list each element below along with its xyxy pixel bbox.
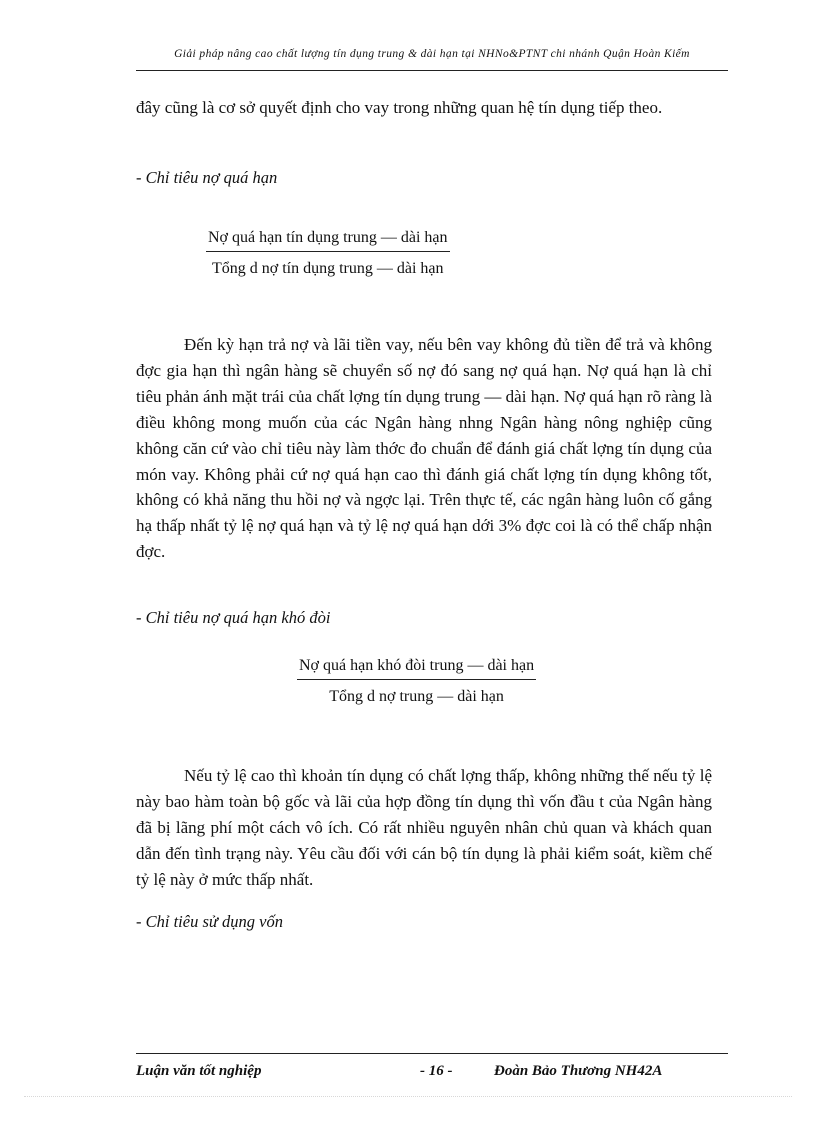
page-number: - 16 - <box>420 1063 453 1079</box>
footer-author: Đoàn Bảo Thương NH42A <box>494 1063 663 1079</box>
formula-bad-debt <box>297 657 536 706</box>
formula-denominator: Tổng d nợ tín dụng trung — dài hạn <box>211 260 444 277</box>
formula-overdue-debt <box>206 229 450 278</box>
heading-capital-use: - Chỉ tiêu sử dụng vốn <box>136 912 283 931</box>
page-edge-divider <box>24 1096 792 1097</box>
footer-label: Luận văn tốt nghiệp <box>136 1063 262 1079</box>
formula-numerator: Nợ quá hạn tín dụng trung — dài hạn <box>206 229 450 252</box>
footer-rule <box>136 1053 728 1054</box>
paragraph-bad-debt: Nếu tỷ lệ cao thì khoản tín dụng có chất lợng thấp, không những thế nếu tỷ lệ này bao hàm toàn bộ gốc và lãi của hợp đồng tín dụng thì vốn đầu t của Ngân hàng đã bị lãng phí một cách vô ích. Có rất nhiều nguyên nhân chủ quan và khách quan dẫn đến tình trạng này. Yêu cầu đối với cán bộ tín dụng là phải kiểm soát, kiềm chế tỷ lệ này ở mức thấp nhất. <box>136 766 712 889</box>
heading-overdue-debt: - Chỉ tiêu nợ quá hạn <box>136 168 278 187</box>
header-rule <box>136 70 728 71</box>
formula-denominator: Tổng d nợ trung — dài hạn <box>329 688 504 705</box>
heading-bad-debt: - Chỉ tiêu nợ quá hạn khó đòi <box>136 608 331 627</box>
paragraph-intro: đây cũng là cơ sở quyết định cho vay trong những quan hệ tín dụng tiếp theo. <box>136 98 663 117</box>
formula-numerator: Nợ quá hạn khó đòi trung — dài hạn <box>297 657 536 680</box>
paragraph-overdue-debt: Đến kỳ hạn trả nợ và lãi tiền vay, nếu bên vay không đủ tiền để trả và không đợc gia hạn thì ngân hàng sẽ chuyển số nợ đó sang nợ quá hạn. Nợ quá hạn là chỉ tiêu phản ánh mặt trái của chất lợng tín dụng trung — dài hạn. Nợ quá hạn rõ ràng là điều không mong muốn của các Ngân hàng nhng Ngân hàng nông nghiệp cũng không căn cứ vào chỉ tiêu này làm thớc đo chuẩn để đánh giá chất lợng tín dụng của món vay. Không phải cứ nợ quá hạn cao thì đánh giá chất lợng tín dụng không tốt, không có khả năng thu hồi nợ và ngợc lại. Trên thực tế, các ngân hàng luôn cố gắng hạ thấp nhất tỷ lệ nợ quá hạn và tỷ lệ nợ quá hạn dới 3% đợc coi là có thể chấp nhận đợc. <box>136 335 712 562</box>
running-header: Giải pháp nâng cao chất lượng tín dụng trung & dài hạn tại NHNo&PTNT chi nhánh Quận Hoàn Kiếm <box>174 48 690 60</box>
